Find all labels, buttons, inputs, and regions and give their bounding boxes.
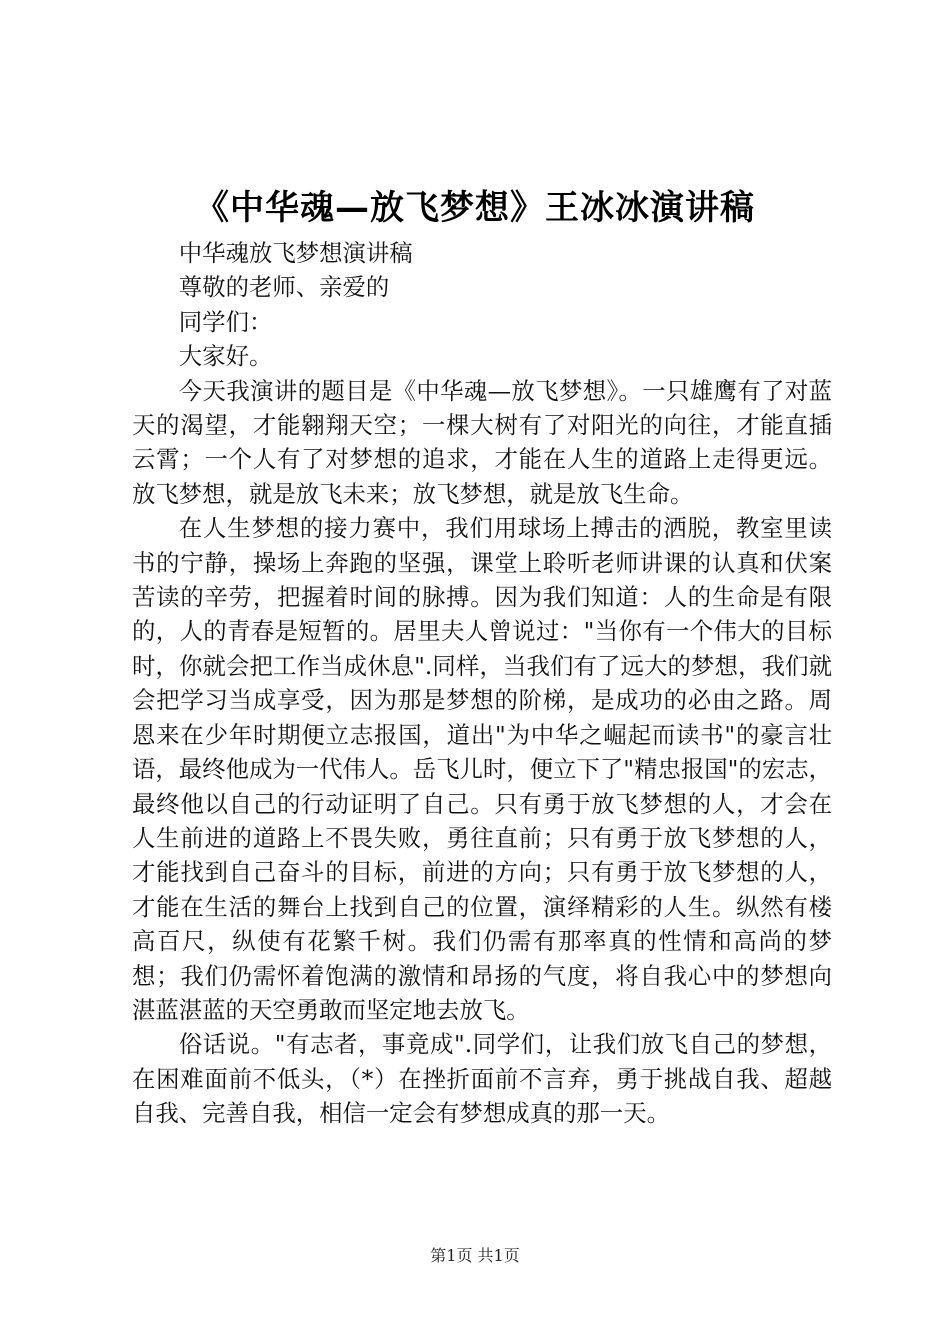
paragraph-intro: 今天我演讲的题目是《中华魂—放飞梦想》。一只雄鹰有了对蓝天的渴望，才能翱翔天空；一棵大树有了对阳光的向往，才能直插云霄；一个人有了对梦想的追求，才能在人生的道路上走得更远。放飞梦想，就是放飞未来；放飞梦想，就是放飞生命。 — [132, 376, 832, 508]
page-number-footer: 第1页 共1页 — [430, 1246, 520, 1265]
paragraph-subtitle: 中华魂放飞梦想演讲稿 — [178, 239, 413, 267]
paragraph-main: 在人生梦想的接力赛中，我们用球场上搏击的洒脱，教室里读书的宁静，操场上奔跑的坚强，课堂上聆听老师讲课的认真和伏案苦读的辛劳，把握着时间的脉搏。因为我们知道：人的生命是有限的，人的青春是短暂的。居里夫人曾说过："当你有一个伟大的目标时，你就会把工作当成休息".同样，当我们有了远大的梦想，我们就会把学习当成享受，因为那是梦想的阶梯，是成功的必由之路。周恩来在少年时期便立志报国，道出"为中华之崛起而读书"的豪言壮语，最终他成为一代伟人。岳飞儿时，便立下了"精忠报国"的宏志，最终他以自己的行动证明了自己。只有勇于放飞梦想的人，才会在人生前进的道路上不畏失败，勇往直前；只有勇于放飞梦想的人，才能找到自己奋斗的目标，前进的方向；只有勇于放飞梦想的人，才能在生活的舞台上找到自己的位置，演绎精彩的人生。纵然有楼高百尺，纵使有花繁千树。我们仍需有那率真的性情和高尚的梦想；我们仍需怀着饱满的激情和昂扬的气度，将自我心中的梦想向湛蓝湛蓝的天空勇敢而坚定地去放飞。 — [132, 514, 832, 1024]
document-body — [132, 236, 832, 1131]
paragraph-salutation-2: 同学们： — [178, 307, 273, 336]
document-title: 《中华魂—放飞梦想》王冰冰演讲稿 — [195, 188, 755, 228]
paragraph-salutation-1: 尊敬的老师、亲爱的 — [178, 273, 390, 302]
paragraph-conclusion: 俗话说。"有志者，事竟成".同学们，让我们放飞自己的梦想，在困难面前不低头，（*）在挫折面前不言弃，勇于挑战自我、超越自我、完善自我，相信一定会有梦想成真的那一天。 — [132, 1030, 832, 1128]
paragraph-greeting: 大家好。 — [178, 342, 273, 371]
